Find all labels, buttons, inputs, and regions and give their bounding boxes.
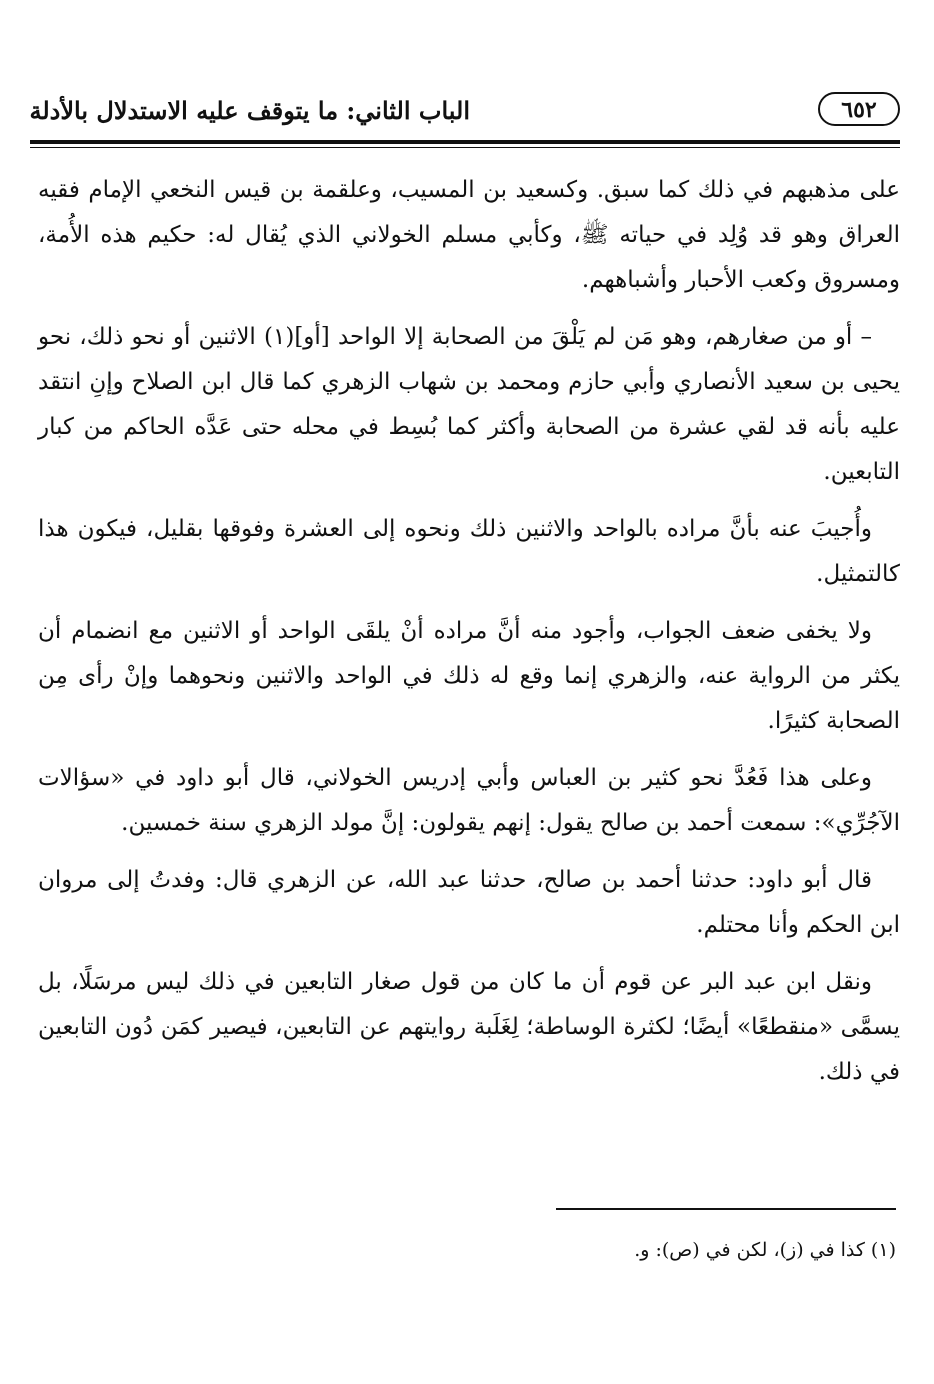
paragraph-4: ولا يخفى ضعف الجواب، وأجود منه أنَّ مراده أنْ يلقَى الواحد أو الاثنين مع انضمام أن يكثر من الرواية عنه، والزهري إنما وقع له ذلك في الواحد والاثنين ونحوهما وإنْ رأى مِن الصحابة كثيرًا. bbox=[38, 618, 900, 734]
body-text bbox=[38, 168, 900, 1107]
footnote-separator bbox=[556, 1208, 896, 1210]
header-rule-thick bbox=[30, 140, 900, 144]
paragraph-1: على مذهبهم في ذلك كما سبق. وكسعيد بن المسيب، وعلقمة بن قيس النخعي الإمام فقيه العراق وهو قد وُلِد في حياته ﷺ، وكأبي مسلم الخولاني الذي يُقال له: حكيم هذه الأُمة، ومسروق وكعب الأحبار وأشباههم. bbox=[38, 177, 900, 293]
footnote: (١) كذا في (ز)، لكن في (ص): و. bbox=[634, 1239, 896, 1261]
chapter-title: الباب الثاني: ما يتوقف عليه الاستدلال بالأدلة bbox=[29, 96, 470, 125]
paragraph-7: ونقل ابن عبد البر عن قوم أن ما كان من قول صغار التابعين في ذلك ليس مرسَلًا، بل يسمَّى «منقطعًا» أيضًا؛ لكثرة الوساطة؛ لِغَلَبة روايتهم عن التابعين، فيصير كمَن دُون التابعين في ذلك. bbox=[38, 969, 900, 1085]
paragraph-2: – أو من صغارهم، وهو مَن لم يَلْقَ من الصحابة إلا الواحد [أو](١) الاثنين أو نحو ذلك، نحو يحيى بن سعيد الأنصاري وأبي حازم ومحمد بن شهاب الزهري كما قال ابن الصلاح وإنِ انتقد عليه بأنه قد لقي عشرة من الصحابة وأكثر كما بُسِط في محله حتى عَدَّه الحاكم من كبار التابعين. bbox=[38, 324, 900, 485]
page-header bbox=[30, 92, 900, 138]
header-rule-thin bbox=[30, 147, 900, 148]
paragraph-5: وعلى هذا فَعُدَّ نحو كثير بن العباس وأبي إدريس الخولاني، قال أبو داود في «سؤالات الآجُرِّي»: سمعت أحمد بن صالح يقول: إنهم يقولون: إنَّ مولد الزهري سنة خمسين. bbox=[38, 765, 900, 836]
page-number-badge: ٦٥٢ bbox=[818, 92, 900, 126]
paragraph-6: قال أبو داود: حدثنا أحمد بن صالح، حدثنا عبد الله، عن الزهري قال: وفدتُ إلى مروان ابن الحكم وأنا محتلم. bbox=[38, 867, 900, 938]
paragraph-3: وأُجيبَ عنه بأنَّ مراده بالواحد والاثنين ذلك ونحوه إلى العشرة وفوقها بقليل، فيكون هذا كالتمثيل. bbox=[38, 516, 900, 587]
